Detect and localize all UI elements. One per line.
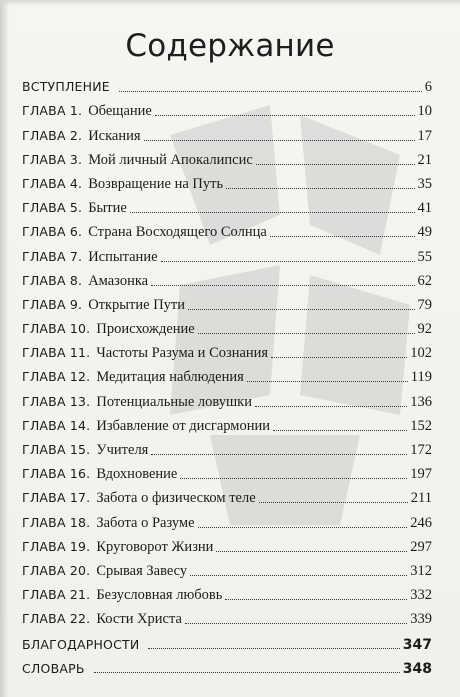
chapter-number: ВСТУПЛЕНИЕ [22, 79, 110, 95]
page-number: 172 [410, 442, 432, 458]
chapter-name: Круговорот Жизни [96, 538, 214, 555]
toc-entry-title [22, 273, 148, 290]
chapter-name: Искания [88, 127, 141, 144]
chapter-number: ГЛАВА 13. [22, 393, 91, 409]
toc-entry-title [22, 79, 116, 96]
toc-entry-title [22, 103, 152, 120]
page-title: Содержание [125, 28, 335, 64]
toc-row [22, 193, 432, 217]
toc-row [22, 532, 432, 556]
chapter-number: ГЛАВА 6. [22, 224, 83, 240]
chapter-number: ГЛАВА 17. [22, 490, 91, 506]
page-number: 6 [424, 79, 432, 96]
toc-row [22, 459, 432, 483]
page-number: 197 [410, 466, 432, 483]
chapter-name: Срывая Завесу [96, 562, 188, 579]
toc-row [22, 653, 432, 677]
dot-leader [225, 599, 407, 600]
dot-leader [151, 285, 414, 286]
dot-leader [188, 309, 414, 310]
chapter-number: ГЛАВА 8. [22, 272, 83, 288]
toc-row [22, 241, 432, 265]
page-number: 119 [410, 369, 432, 386]
page-number: 79 [417, 296, 432, 313]
chapter-number: ГЛАВА 1. [22, 103, 83, 119]
toc-entry-title [22, 297, 185, 314]
chapter-number: ГЛАВА 7. [22, 248, 83, 264]
toc-entry-title [22, 418, 270, 435]
page-number: 10 [417, 103, 432, 120]
chapter-number: СЛОВАРЬ [22, 660, 85, 676]
page-number: 21 [417, 151, 432, 168]
chapter-number: ГЛАВА 19. [22, 538, 91, 554]
dot-leader [148, 648, 399, 649]
chapter-name: Забота о физическом теле [96, 490, 256, 507]
toc-row [22, 120, 432, 144]
chapter-number: ГЛАВА 12. [22, 369, 91, 385]
toc-row [22, 169, 432, 193]
toc-row [22, 411, 432, 435]
toc-entry-title [22, 249, 158, 266]
chapter-number: ГЛАВА 11. [22, 345, 91, 361]
chapter-name: Возвращение на Путь [88, 175, 224, 192]
toc-entry-title [22, 637, 145, 653]
dot-leader [155, 115, 415, 116]
page-number: 92 [417, 321, 432, 338]
chapter-number: ГЛАВА 22. [22, 611, 91, 627]
toc-entry-title [22, 661, 91, 677]
page-number: 297 [410, 538, 432, 555]
chapter-number: ГЛАВА 10. [22, 321, 91, 337]
chapter-number: ГЛАВА 4. [22, 175, 83, 191]
toc-entry-title [22, 539, 213, 556]
toc-row [22, 483, 432, 507]
toc-row [22, 386, 432, 410]
toc-row [22, 217, 432, 241]
dot-leader [216, 551, 407, 552]
toc-row [22, 145, 432, 169]
chapter-number: ГЛАВА 14. [22, 417, 91, 433]
toc-entry-title [22, 515, 195, 532]
dot-leader [226, 188, 414, 189]
chapter-name: Безусловная любовь [96, 587, 223, 604]
dot-leader [256, 164, 415, 165]
toc-entry-title [22, 321, 195, 338]
dot-leader [273, 430, 407, 431]
page-number: 347 [402, 636, 432, 653]
toc-entry-title [22, 587, 222, 604]
dot-leader [144, 140, 415, 141]
toc-entry-title [22, 490, 256, 507]
toc-row [22, 580, 432, 604]
toc-entry-title [22, 128, 141, 145]
dot-leader [94, 672, 400, 673]
chapter-number: ГЛАВА 20. [22, 562, 91, 578]
chapter-name: Мой личный Апокалипсис [88, 151, 253, 168]
page-number: 102 [410, 345, 432, 362]
dot-leader [271, 357, 407, 358]
page-number: 348 [402, 660, 432, 677]
chapter-number: ГЛАВА 5. [22, 200, 83, 216]
chapter-name: Происхождение [96, 321, 195, 338]
page-number: 55 [417, 248, 432, 265]
toc-entry-title [22, 611, 182, 628]
toc-entry-title [22, 224, 267, 241]
chapter-number: ГЛАВА 9. [22, 296, 83, 312]
page-number: 41 [417, 200, 432, 217]
chapter-number: ГЛАВА 16. [22, 466, 91, 482]
page-number: 211 [410, 490, 432, 507]
chapter-name: Обещание [88, 103, 152, 120]
page-number: 332 [410, 587, 432, 604]
chapter-name: Вдохновение [96, 466, 178, 483]
page-number: 339 [410, 611, 432, 628]
toc-entry-title [22, 345, 268, 362]
toc-row [22, 96, 432, 120]
dot-leader [270, 236, 415, 237]
toc-entry-title [22, 200, 127, 217]
toc-row [22, 72, 432, 96]
toc-row [22, 556, 432, 580]
page-number: 35 [417, 175, 432, 192]
toc-entry-title [22, 369, 244, 386]
toc-entry-title [22, 466, 177, 483]
chapter-name: Забота о Разуме [96, 514, 195, 531]
page-number: 246 [410, 514, 432, 531]
chapter-name: Потенциальные ловушки [96, 393, 252, 410]
toc-row [22, 266, 432, 290]
dot-leader [259, 502, 408, 503]
chapter-number: ГЛАВА 15. [22, 442, 91, 457]
page-number: 136 [410, 393, 432, 410]
toc-entry-title [22, 176, 223, 193]
dot-leader [130, 212, 415, 213]
table-of-contents [22, 72, 432, 677]
page-top-shadow [0, 0, 460, 6]
chapter-number: ГЛАВА 3. [22, 151, 83, 167]
dot-leader [151, 454, 407, 455]
toc-row [22, 290, 432, 314]
page-number: 17 [417, 127, 432, 144]
chapter-number: ГЛАВА 2. [22, 127, 83, 143]
dot-leader [198, 333, 415, 334]
toc-row [22, 604, 432, 628]
toc-row [22, 314, 432, 338]
chapter-number: БЛАГОДАРНОСТИ [22, 636, 140, 652]
chapter-name: Бытие [88, 200, 127, 217]
toc-row [22, 338, 432, 362]
toc-row [22, 435, 432, 459]
toc-entry-title [22, 152, 253, 169]
page-number: 49 [417, 224, 432, 241]
toc-row [22, 362, 432, 386]
chapter-number: ГЛАВА 21. [22, 587, 91, 603]
page-number: 152 [410, 417, 432, 434]
page-edge-shadow [0, 0, 9, 697]
chapter-number: ГЛАВА 18. [22, 514, 91, 530]
toc-entry-title [22, 442, 148, 459]
toc-row [22, 628, 432, 652]
chapter-name: Медитация наблюдения [96, 369, 244, 386]
chapter-name: Страна Восходящего Солнца [88, 224, 267, 241]
dot-leader [185, 623, 407, 624]
dot-leader [190, 575, 407, 576]
toc-entry-title [22, 563, 187, 580]
page-number: 312 [410, 562, 432, 579]
chapter-name: Учителя [96, 442, 149, 458]
chapter-name: Частоты Разума и Сознания [96, 345, 269, 362]
toc-row [22, 507, 432, 531]
dot-leader [198, 527, 408, 528]
toc-entry-title [22, 394, 252, 411]
dot-leader [161, 261, 415, 262]
chapter-name: Открытие Пути [88, 296, 186, 313]
dot-leader [180, 478, 407, 479]
chapter-name: Кости Христа [96, 611, 182, 628]
dot-leader [255, 406, 407, 407]
dot-leader [247, 381, 408, 382]
page-number: 62 [417, 272, 432, 289]
dot-leader [119, 91, 422, 92]
chapter-name: Испытание [88, 248, 158, 265]
chapter-name: Избавление от дисгармонии [96, 417, 270, 434]
chapter-name: Амазонка [88, 272, 149, 289]
